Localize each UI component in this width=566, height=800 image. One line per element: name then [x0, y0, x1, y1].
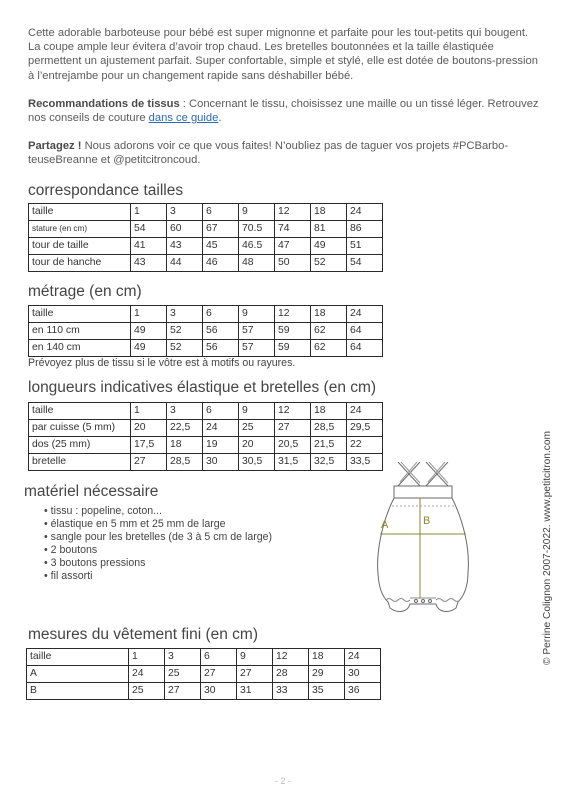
snap-icon: [415, 600, 418, 603]
materials-list: [44, 505, 272, 583]
header-cell: 24: [347, 306, 383, 323]
list-item: • élastique en 5 mm et 25 mm de large: [44, 518, 272, 531]
strap-right: [426, 462, 448, 486]
table-cell: 25: [165, 666, 201, 683]
row-label: par cuisse (5 mm): [29, 420, 131, 437]
header-cell: 1: [131, 403, 167, 420]
row-label: tour de taille: [29, 238, 131, 255]
table-cell: 43: [167, 238, 203, 255]
table-cell: 48: [239, 255, 275, 272]
header-cell: 6: [203, 204, 239, 221]
table-cell: 33,5: [347, 454, 383, 471]
header-cell: 1: [131, 204, 167, 221]
header-cell: 9: [239, 403, 275, 420]
table-cell: 31,5: [275, 454, 311, 471]
snap-icon: [429, 600, 432, 603]
header-cell: 1: [129, 649, 165, 666]
yardage-table-title: métrage (en cm): [28, 283, 142, 300]
header-cell: 12: [275, 306, 311, 323]
header-cell: 18: [311, 403, 347, 420]
garment-table-title: mesures du vêtement fini (en cm): [28, 626, 259, 643]
share-text: Nous adorons voir ce que vous faites! N’oubliez pas de taguer vos projets #PCBarbo-teuseBreanne et @petitcitroncoud.: [28, 140, 509, 167]
table-cell: 52: [311, 255, 347, 272]
table-cell: 25: [129, 683, 165, 700]
header-cell: 12: [275, 403, 311, 420]
list-item: • 2 boutons: [44, 544, 272, 557]
header-cell: 18: [309, 649, 345, 666]
header-cell: 6: [201, 649, 237, 666]
table-cell: 24: [203, 420, 239, 437]
table-row: [29, 420, 383, 437]
intro-text: [28, 26, 543, 182]
table-row: [27, 683, 381, 700]
header-cell: 3: [167, 403, 203, 420]
table-cell: 62: [311, 340, 347, 357]
table-cell: 28,5: [167, 454, 203, 471]
table-cell: 46: [203, 255, 239, 272]
table-cell: 32,5: [311, 454, 347, 471]
table-cell: 44: [167, 255, 203, 272]
table-cell: 20,5: [275, 437, 311, 454]
materials-title: matériel nécessaire: [24, 483, 159, 500]
table-row: [29, 454, 383, 471]
table-cell: 31: [237, 683, 273, 700]
copyright-text: © Perrine Colignon 2007-2022. www.petitcitron.com: [542, 430, 553, 665]
table-cell: 28: [273, 666, 309, 683]
fabric-recommendation: [28, 97, 543, 125]
row-label: A: [27, 666, 129, 683]
table-cell: 20: [131, 420, 167, 437]
table-cell: 27: [165, 683, 201, 700]
table-cell: 30,5: [239, 454, 275, 471]
header-cell: taille: [29, 204, 131, 221]
share-paragraph: [28, 139, 543, 167]
table-cell: 52: [167, 323, 203, 340]
header-cell: 18: [311, 306, 347, 323]
table-cell: 29,5: [347, 420, 383, 437]
header-cell: 1: [131, 306, 167, 323]
table-cell: 30: [345, 666, 381, 683]
table-cell: 17,5: [131, 437, 167, 454]
table-header-row: [29, 403, 383, 420]
leg-gather-right: [436, 599, 460, 602]
table-cell: 56: [203, 340, 239, 357]
header-cell: 3: [165, 649, 201, 666]
header-cell: 18: [311, 204, 347, 221]
table-cell: 21,5: [311, 437, 347, 454]
yardage-table: [28, 305, 383, 357]
row-label: B: [27, 683, 129, 700]
list-item: • fil assorti: [44, 570, 272, 583]
table-row: [29, 238, 383, 255]
table-cell: 49: [311, 238, 347, 255]
table-cell: 27: [201, 666, 237, 683]
table-row: [29, 437, 383, 454]
table-cell: 30: [201, 683, 237, 700]
table-cell: 67: [203, 221, 239, 238]
header-cell: 12: [273, 649, 309, 666]
table-cell: 57: [239, 323, 275, 340]
fabric-label: Recommandations de tissus: [28, 97, 180, 110]
lengths-table: [28, 402, 383, 471]
table-cell: 25: [239, 420, 275, 437]
yardage-note: Prévoyez plus de tissu si le vôtre est à motifs ou rayures.: [28, 357, 296, 369]
label-b: B: [423, 515, 431, 527]
table-cell: 51: [347, 238, 383, 255]
fabric-text: : Concernant le tissu, choisissez une maille ou un tissé léger. Retrouvez nos conseils de couture: [28, 97, 539, 125]
table-cell: 18: [167, 437, 203, 454]
row-label: en 140 cm: [29, 340, 131, 357]
table-row: [29, 221, 383, 238]
header-cell: taille: [29, 306, 131, 323]
header-cell: 24: [347, 204, 383, 221]
table-cell: 43: [131, 255, 167, 272]
table-cell: 70.5: [239, 221, 275, 238]
table-cell: 74: [275, 221, 311, 238]
garment-table: [26, 648, 381, 700]
table-cell: 56: [203, 323, 239, 340]
table-header-row: [27, 649, 381, 666]
table-cell: 35: [309, 683, 345, 700]
table-cell: 86: [347, 221, 383, 238]
table-cell: 49: [131, 340, 167, 357]
bib: [394, 486, 452, 498]
table-cell: 27: [237, 666, 273, 683]
list-item: • sangle pour les bretelles (de 3 à 5 cm de large): [44, 531, 272, 544]
header-cell: 3: [167, 306, 203, 323]
table-cell: 30: [203, 454, 239, 471]
leg-gather-left: [386, 599, 410, 602]
table-cell: 49: [131, 323, 167, 340]
header-cell: 24: [347, 403, 383, 420]
table-cell: 20: [239, 437, 275, 454]
table-cell: 60: [167, 221, 203, 238]
list-item: • tissu : popeline, coton...: [44, 505, 272, 518]
table-cell: 28,5: [311, 420, 347, 437]
table-cell: 29: [309, 666, 345, 683]
size-table-title: correspondance tailles: [28, 182, 184, 199]
table-cell: 81: [311, 221, 347, 238]
table-row: [29, 323, 383, 340]
table-row: [29, 255, 383, 272]
header-cell: 9: [239, 306, 275, 323]
row-label: dos (25 mm): [29, 437, 131, 454]
header-cell: 3: [167, 204, 203, 221]
table-cell: 57: [239, 340, 275, 357]
table-cell: 45: [203, 238, 239, 255]
table-cell: 54: [131, 221, 167, 238]
lengths-table-title: longueurs indicatives élastique et bretelles (en cm): [28, 379, 377, 396]
table-cell: 41: [131, 238, 167, 255]
page-number: - 2 -: [274, 776, 291, 786]
table-cell: 50: [275, 255, 311, 272]
romper-illustration: [368, 462, 478, 634]
table-cell: 64: [347, 323, 383, 340]
table-cell: 33: [273, 683, 309, 700]
table-header-row: [29, 306, 383, 323]
header-cell: 9: [237, 649, 273, 666]
label-a: A: [381, 519, 389, 531]
table-cell: 59: [275, 340, 311, 357]
table-cell: 52: [167, 340, 203, 357]
fabric-end: .: [218, 112, 222, 125]
table-cell: 54: [347, 255, 383, 272]
header-cell: taille: [29, 403, 131, 420]
header-cell: 12: [275, 204, 311, 221]
table-cell: 27: [275, 420, 311, 437]
header-cell: 9: [239, 204, 275, 221]
table-row: [29, 340, 383, 357]
strap-left: [398, 462, 420, 486]
table-cell: 46.5: [239, 238, 275, 255]
table-header-row: [29, 204, 383, 221]
size-table: [28, 203, 383, 272]
table-cell: 27: [131, 454, 167, 471]
header-cell: 6: [203, 306, 239, 323]
header-cell: 24: [345, 649, 381, 666]
snap-icon: [422, 600, 425, 603]
table-cell: 19: [203, 437, 239, 454]
table-cell: 22: [347, 437, 383, 454]
table-cell: 62: [311, 323, 347, 340]
table-cell: 36: [345, 683, 381, 700]
share-label: Partagez !: [28, 140, 82, 153]
row-label: stature (en cm): [29, 221, 131, 238]
table-row: [27, 666, 381, 683]
row-label: en 110 cm: [29, 323, 131, 340]
table-cell: 64: [347, 340, 383, 357]
table-cell: 59: [275, 323, 311, 340]
header-cell: taille: [27, 649, 129, 666]
list-item: • 3 boutons pressions: [44, 557, 272, 570]
row-label: tour de hanche: [29, 255, 131, 272]
intro-paragraph: Cette adorable barboteuse pour bébé est super mignonne et parfaite pour les tout-petits qui bougent. La coupe ample leur évitera d’avoir trop chaud. Les bretelles boutonnées et la taille élastiquée permettent un ajustement parfait. Super confortable, simple et stylé, elle est dotée de boutons-pression à l’entrejambe pour un changement rapide sans déshabiller bébé.: [28, 27, 538, 82]
table-cell: 47: [275, 238, 311, 255]
header-cell: 6: [203, 403, 239, 420]
table-cell: 22,5: [167, 420, 203, 437]
table-cell: 24: [129, 666, 165, 683]
row-label: bretelle: [29, 454, 131, 471]
guide-link[interactable]: dans ce guide: [148, 112, 219, 125]
